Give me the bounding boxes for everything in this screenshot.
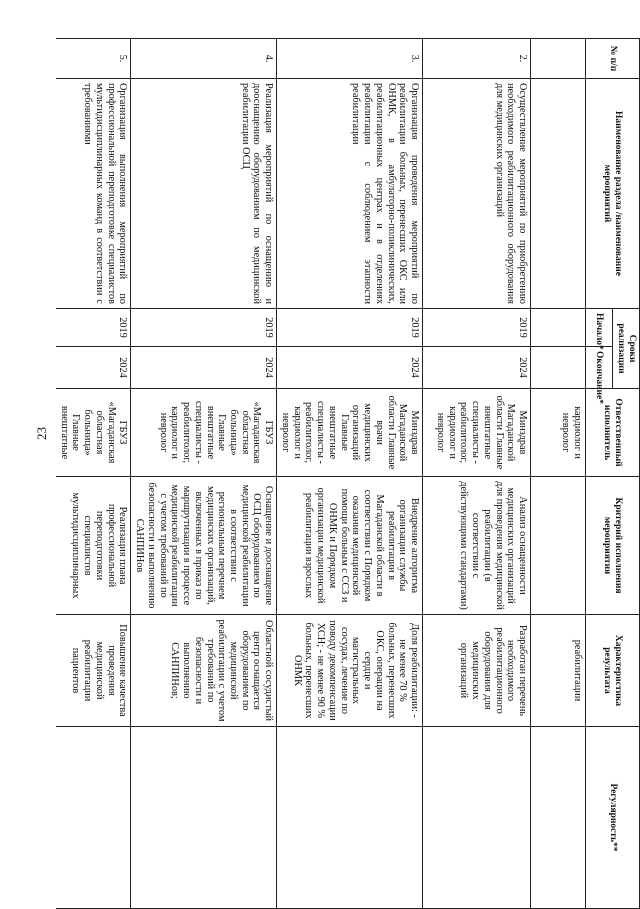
table-row: [131, 39, 277, 909]
row-end: 2024: [131, 347, 277, 389]
row-result: Областной сосудистый центр оснащается оборудованием по медицинской реабилитации с учетом требований по безопасности и выполнению САНПИНов;: [131, 615, 277, 727]
header-responsible: Ответственный исполнитель: [586, 389, 640, 477]
table-row: [531, 39, 586, 909]
row-regularity: [423, 727, 531, 909]
row-name: Осуществление мероприятий по приобретению необходимого реабилитационного оборудования для медицинских организаций: [423, 79, 531, 309]
row-regularity: [277, 727, 423, 909]
row-regularity: [531, 727, 586, 909]
row-regularity: [131, 727, 277, 909]
page-number: 23: [34, 427, 49, 440]
row-result: Разработан перечень необходимого реабилитационного оборудования для медицинских организаций: [423, 615, 531, 727]
rotated-table-container: [58, 38, 640, 908]
table-row: [56, 39, 131, 909]
row-num: 5.: [56, 39, 131, 79]
row-responsible: ГБУЗ «Магаданская областная больница» Главные внештатные: [56, 389, 131, 477]
row-name: Организация проведения мероприятий по реабилитации больных, перенесших ОКС или ОНМК, в амбулаторно-поликлинических, реабилитационных центрах и в отделениях реабилитации с соблюдением этапности реабилитации: [277, 79, 423, 309]
row-responsible: Минздрав Магаданской области Главные внештатные специалисты - реабилитолог, кардиолог и невролог: [423, 389, 531, 477]
row-responsible: кардиолог и невролог: [531, 389, 586, 477]
row-result: реабилитации: [531, 615, 586, 727]
header-criteria: Критерий исполнения мероприятия: [586, 477, 640, 615]
header-regularity: Регулярность**: [586, 727, 640, 909]
row-end: 2024: [56, 347, 131, 389]
table-row: [423, 39, 531, 909]
row-regularity: [56, 727, 131, 909]
row-num: [531, 39, 586, 79]
row-criteria: [531, 477, 586, 615]
row-name: Организация выполнения мероприятий по профессиональной переподготовке специалистов мультидисциплинарных команд в соответствии с требованиями: [56, 79, 131, 309]
row-num: 4.: [131, 39, 277, 79]
row-name: [531, 79, 586, 309]
row-criteria: Оснащение и дооснащение ОСЦ оборудованием по медицинской реабилитации в соответствии с региональным перечнем медицинских организаций, включенных в приказ по маршрутизации в процессе медицинской реабилитации с учетом требований по безопасности и выполнению САНПИНов: [131, 477, 277, 615]
header-end: Окончание*: [586, 347, 613, 389]
row-start: 2019: [131, 309, 277, 347]
row-end: [531, 347, 586, 389]
header-row: [613, 39, 640, 909]
header-num: № п/п: [586, 39, 640, 79]
measures-table: [56, 38, 640, 909]
row-result: Повышение качества проведения медицинской реабилитации пациентов: [56, 615, 131, 727]
row-start: 2019: [423, 309, 531, 347]
row-end: 2024: [423, 347, 531, 389]
header-name: Наименование раздела /наименование мероприятий: [586, 79, 640, 309]
row-criteria: Реализация плана профессиональной переподготовки специалистов мультидисциплинарных: [56, 477, 131, 615]
row-start: 2019: [56, 309, 131, 347]
page: [60, 0, 640, 905]
row-responsible: ГБУЗ «Магаданская областная больница» Главные внештатные специалисты - реабилитолог, кардиолог и невролог: [131, 389, 277, 477]
row-responsible: Минздрав Магаданской области Главные врачи медицинских организаций Главные внештатные специалисты - реабилитолог, кардиолог и невролог: [277, 389, 423, 477]
row-num: 3.: [277, 39, 423, 79]
table-row: [277, 39, 423, 909]
row-end: 2024: [277, 347, 423, 389]
row-start: 2019: [277, 309, 423, 347]
header-result: Характеристика результата: [586, 615, 640, 727]
row-start: [531, 309, 586, 347]
row-result: Доля реабилитации: - не менее 70 % больных, перенесших ОКС, операции на сердце и магистральных сосудах, лечение по поводу декомпенсации ХСН; - не менее 90 % больных, перенесших ОНМК: [277, 615, 423, 727]
row-criteria: Внедрение алгоритма организации службы реабилитации в Магаданской области в соответствии с Порядком оказания медицинской помощи больным с ССЗ и ОНМК и Порядком организации медицинской реабилитации взрослых: [277, 477, 423, 615]
row-name: Реализация мероприятий по оснащению и дооснащению оборудованием по медицинской реабилитации ОСЦ: [131, 79, 277, 309]
header-start: Начало*: [586, 309, 613, 347]
row-num: 2.: [423, 39, 531, 79]
header-period: Сроки реализации: [613, 309, 640, 389]
row-criteria: Анализ оснащенности медицинских организаций для проведения медицинской реабилитации (в соответствии с действующими стандартами): [423, 477, 531, 615]
